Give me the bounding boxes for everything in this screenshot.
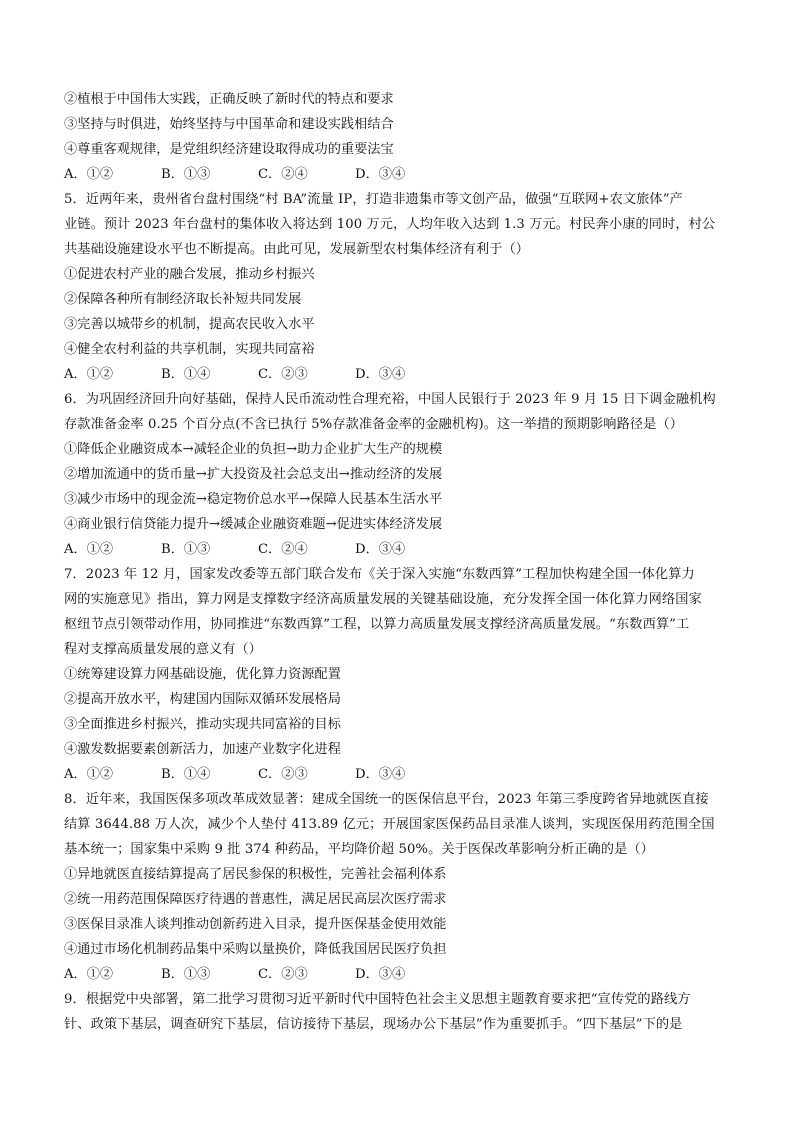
q7-stem-line-4: 程对支撑高质量发展的意义有（） <box>64 642 262 657</box>
q6-statement-4: ④商业银行信贷能力提升→缓减企业融资难题→促进实体经济发展 <box>64 517 443 532</box>
q4-statement-3: ③坚持与时俱进，始终坚持与中国革命和建设实践相结合 <box>64 117 394 132</box>
q7-stem-line-1: 7．2023 年 12 月，国家发改委等五部门联合发布《关于深入实施“东数西算”工程加快构建全国一体化算力 <box>64 567 695 582</box>
q5-option-c[interactable]: C．②③ <box>258 367 308 382</box>
q8-stem-line-1: 8．近年来，我国医保多项改革成效显著：建成全国统一的医保信息平台，2023 年第三季度跨省异地就医直接 <box>64 792 709 807</box>
q5-statement-3: ③完善以城带乡的机制，提高农民收入水平 <box>64 317 315 332</box>
q7-option-a[interactable]: A．①② <box>64 767 114 782</box>
q7-option-b[interactable]: B．①④ <box>161 767 211 782</box>
q7-option-c[interactable]: C．②③ <box>258 767 308 782</box>
q6-option-d[interactable]: D．③④ <box>355 542 406 557</box>
q6-option-a[interactable]: A．①② <box>64 542 114 557</box>
q8-statement-4: ④通过市场化机制药品集中采购以量换价，降低我国居民医疗负担 <box>64 942 447 957</box>
q8-option-d[interactable]: D．③④ <box>355 967 406 982</box>
q7-option-d[interactable]: D．③④ <box>355 767 406 782</box>
q8-option-a[interactable]: A．①② <box>64 967 114 982</box>
q6-option-c[interactable]: C．②④ <box>258 542 308 557</box>
q8-options <box>64 966 452 984</box>
q7-stem-line-3: 枢纽节点引领带动作用，协同推进“东数西算”工程，以算力高质量发展支撑经济高质量发展。“东数西算”工 <box>64 617 690 632</box>
q8-statement-3: ③医保目录准人谈判推动创新药进入目录，提升医保基金使用效能 <box>64 917 447 932</box>
q4-option-b[interactable]: B．①③ <box>161 167 211 182</box>
q4-options <box>64 166 452 184</box>
q8-statement-1: ①异地就医直接结算提高了居民参保的积极性，完善社会福利体系 <box>64 867 447 882</box>
q7-statement-4: ④激发数据要素创新活力，加速产业数字化进程 <box>64 742 341 757</box>
q5-statement-2: ②保障各种所有制经济取长补短共同发展 <box>64 292 302 307</box>
q5-stem-line-3: 共基础设施建设水平也不断提高。由此可见，发展新型农村集体经济有利于（） <box>64 242 530 257</box>
q5-option-b[interactable]: B．①④ <box>161 367 211 382</box>
q5-statement-1: ①促进农村产业的融合发展，推动乡村振兴 <box>64 267 315 282</box>
q8-option-c[interactable]: C．②③ <box>258 967 308 982</box>
q8-statement-2: ②统一用药范围保障医疗待遇的普惠性，满足居民高层次医疗需求 <box>64 892 447 907</box>
q6-option-b[interactable]: B．①③ <box>161 542 211 557</box>
q7-statement-2: ②提高开放水平，构建国内国际双循环发展格局 <box>64 692 341 707</box>
q6-statement-2: ②增加流通中的货币量→扩大投资及社会总支出→推动经济的发展 <box>64 467 443 482</box>
q9-stem-line-2: 针、政策下基层，调查研究下基层，信访接待下基层，现场办公下基层”作为重要抓手。“四下基层”下的是 <box>64 1017 683 1032</box>
q6-stem-line-1: 6．为巩固经济回升向好基础，保持人民币流动性合理充裕，中国人民银行于 2023 年 9 月 15 日下调金融机构 <box>64 392 716 407</box>
q7-statement-1: ①统筹建设算力网基础设施，优化算力资源配置 <box>64 667 341 682</box>
q4-option-d[interactable]: D．③④ <box>355 167 406 182</box>
q5-stem-line-2: 业链。预计 2023 年台盘村的集体收入将达到 100 万元，人均年收入达到 1.3 万元。村民奔小康的同时，村公 <box>64 217 716 232</box>
q4-statement-4: ④尊重客观规律，是党组织经济建设取得成功的重要法宝 <box>64 142 394 157</box>
q5-option-d[interactable]: D．③④ <box>355 367 406 382</box>
q8-stem-line-3: 基本统一；国家集中采购 9 批 374 种药品，平均降价超 50%。关于医保改革影响分析正确的是（） <box>64 842 654 857</box>
q8-option-b[interactable]: B．①③ <box>161 967 211 982</box>
q4-option-c[interactable]: C．②④ <box>258 167 308 182</box>
q8-stem-line-2: 结算 3644.88 万人次，减少个人垫付 413.89 亿元；开展国家医保药品目录准人谈判，实现医保用药范围全国 <box>64 817 715 832</box>
q5-stem-line-1: 5．近两年来，贵州省台盘村围绕“村 BA”流量 IP，打造非遗集市等文创产品，做强“互联网+农文旅体”产 <box>64 192 683 207</box>
q6-options <box>64 541 452 559</box>
q5-option-a[interactable]: A．①② <box>64 367 114 382</box>
q5-statement-4: ④健全农村利益的共享机制，实现共同富裕 <box>64 342 315 357</box>
q7-stem-line-2: 网的实施意见》指出，算力网是支撑数字经济高质量发展的关键基础设施，充分发挥全国一体化算力网络国家 <box>64 592 702 607</box>
q4-statement-2: ②植根于中国伟大实践，正确反映了新时代的特点和要求 <box>64 92 394 107</box>
q5-options <box>64 366 452 384</box>
q4-option-a[interactable]: A．①② <box>64 167 114 182</box>
q6-statement-3: ③减少市场中的现金流→稳定物价总水平→保障人民基本生活水平 <box>64 492 443 507</box>
q6-statement-1: ①降低企业融资成本→减轻企业的负担→助力企业扩大生产的规模 <box>64 442 443 457</box>
q6-stem-line-2: 存款准备金率 0.25 个百分点(不含已执行 5%存款准备金率的金融机构)。这一举措的预期影响路径是（） <box>64 417 684 432</box>
q9-stem-line-1: 9．根据党中央部署，第二批学习贯彻习近平新时代中国特色社会主义思想主题教育要求把“宣传党的路线方 <box>64 992 691 1007</box>
q7-options <box>64 766 452 784</box>
q7-statement-3: ③全面推进乡村振兴，推动实现共同富裕的目标 <box>64 717 341 732</box>
